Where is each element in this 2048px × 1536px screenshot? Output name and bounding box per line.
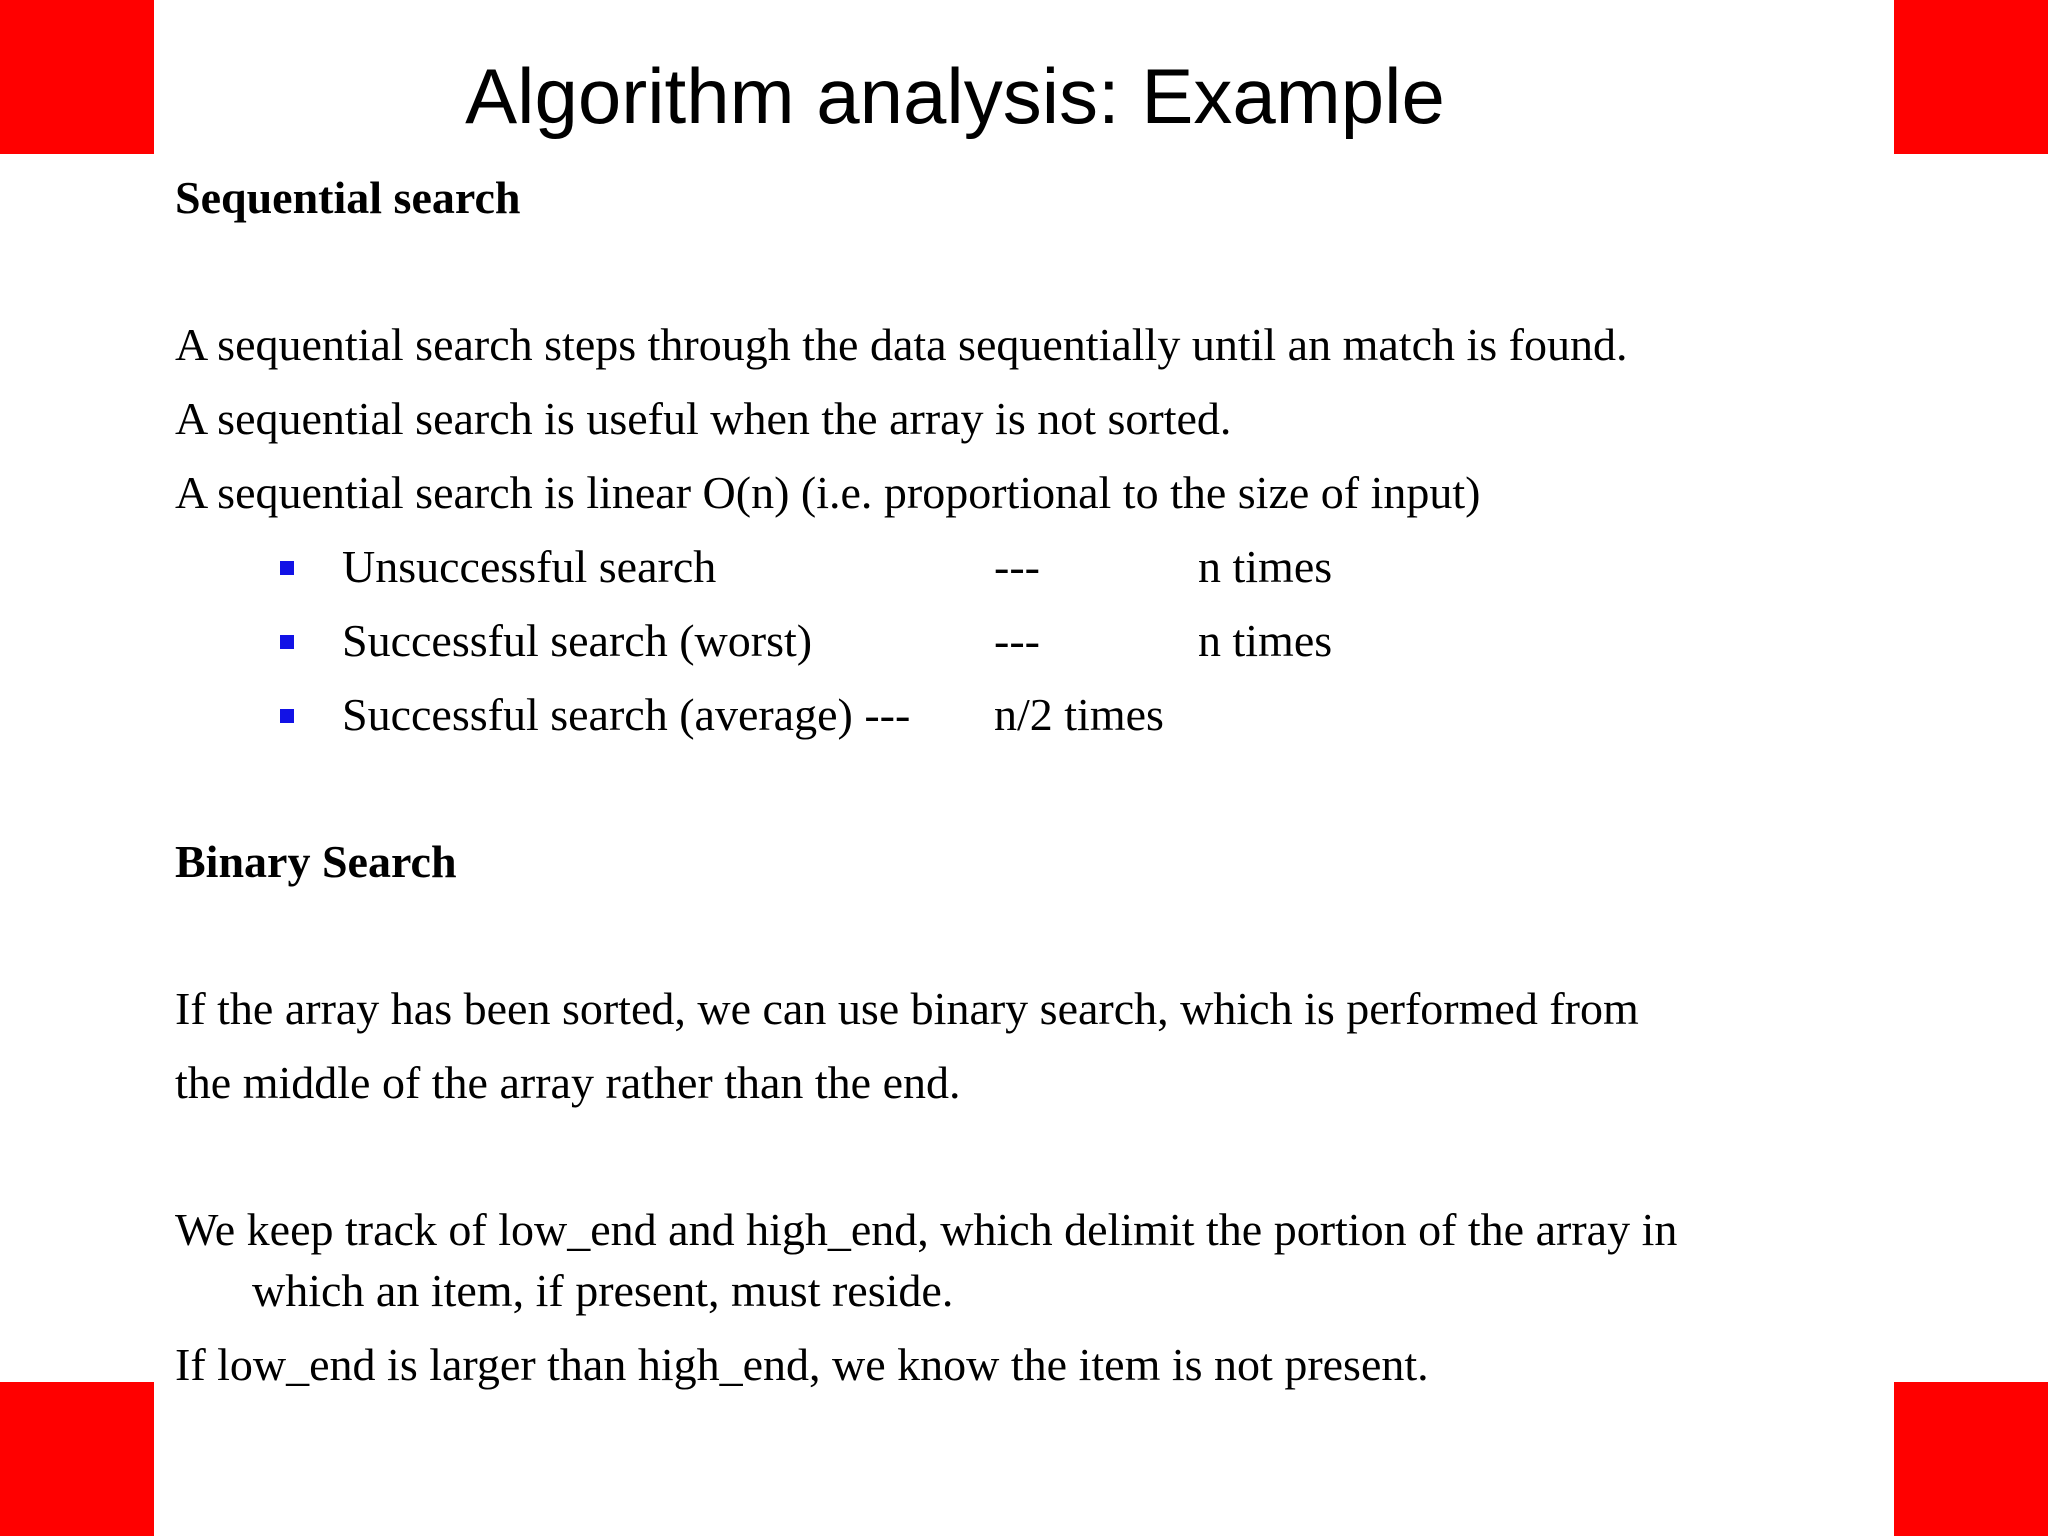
bullet-value: n/2 times [994,689,1164,740]
binary-search-heading: Binary Search [175,836,457,887]
square-bullet-icon [280,561,294,575]
sequential-line-1: A sequential search steps through the data sequentially until an match is found. [175,319,1628,370]
bullet-value: n times [1198,615,1333,666]
sequential-line-2: A sequential search is useful when the array is not sorted. [175,393,1232,444]
corner-decoration-bottom-right [1894,1382,2048,1536]
bullet-successful-worst [280,611,1480,671]
bullet-successful-average [280,685,1480,745]
slide-title: Algorithm analysis: Example [465,52,1445,140]
bullet-label: Successful search (average) --- [342,689,911,740]
corner-decoration-top-right [1894,0,2048,154]
square-bullet-icon [280,635,294,649]
binary-para2-line2: which an item, if present, must reside. [252,1265,954,1316]
bullet-separator: --- [994,541,1040,592]
sequential-line-3: A sequential search is linear O(n) (i.e. proportional to the size of input) [175,467,1481,518]
binary-para1-line1: If the array has been sorted, we can use binary search, which is performed from [175,983,1639,1034]
bullet-value: n times [1198,541,1333,592]
corner-decoration-bottom-left [0,1382,154,1536]
binary-para2-line1: We keep track of low_end and high_end, which delimit the portion of the array in [175,1204,1678,1255]
bullet-unsuccessful-search [280,537,1480,597]
square-bullet-icon [280,709,294,723]
bullet-separator: --- [994,615,1040,666]
sequential-search-heading: Sequential search [175,172,521,223]
bullet-label: Successful search (worst) [342,615,813,666]
binary-para3: If low_end is larger than high_end, we know the item is not present. [175,1339,1429,1390]
bullet-label: Unsuccessful search [342,541,717,592]
binary-para1-line2: the middle of the array rather than the end. [175,1057,961,1108]
